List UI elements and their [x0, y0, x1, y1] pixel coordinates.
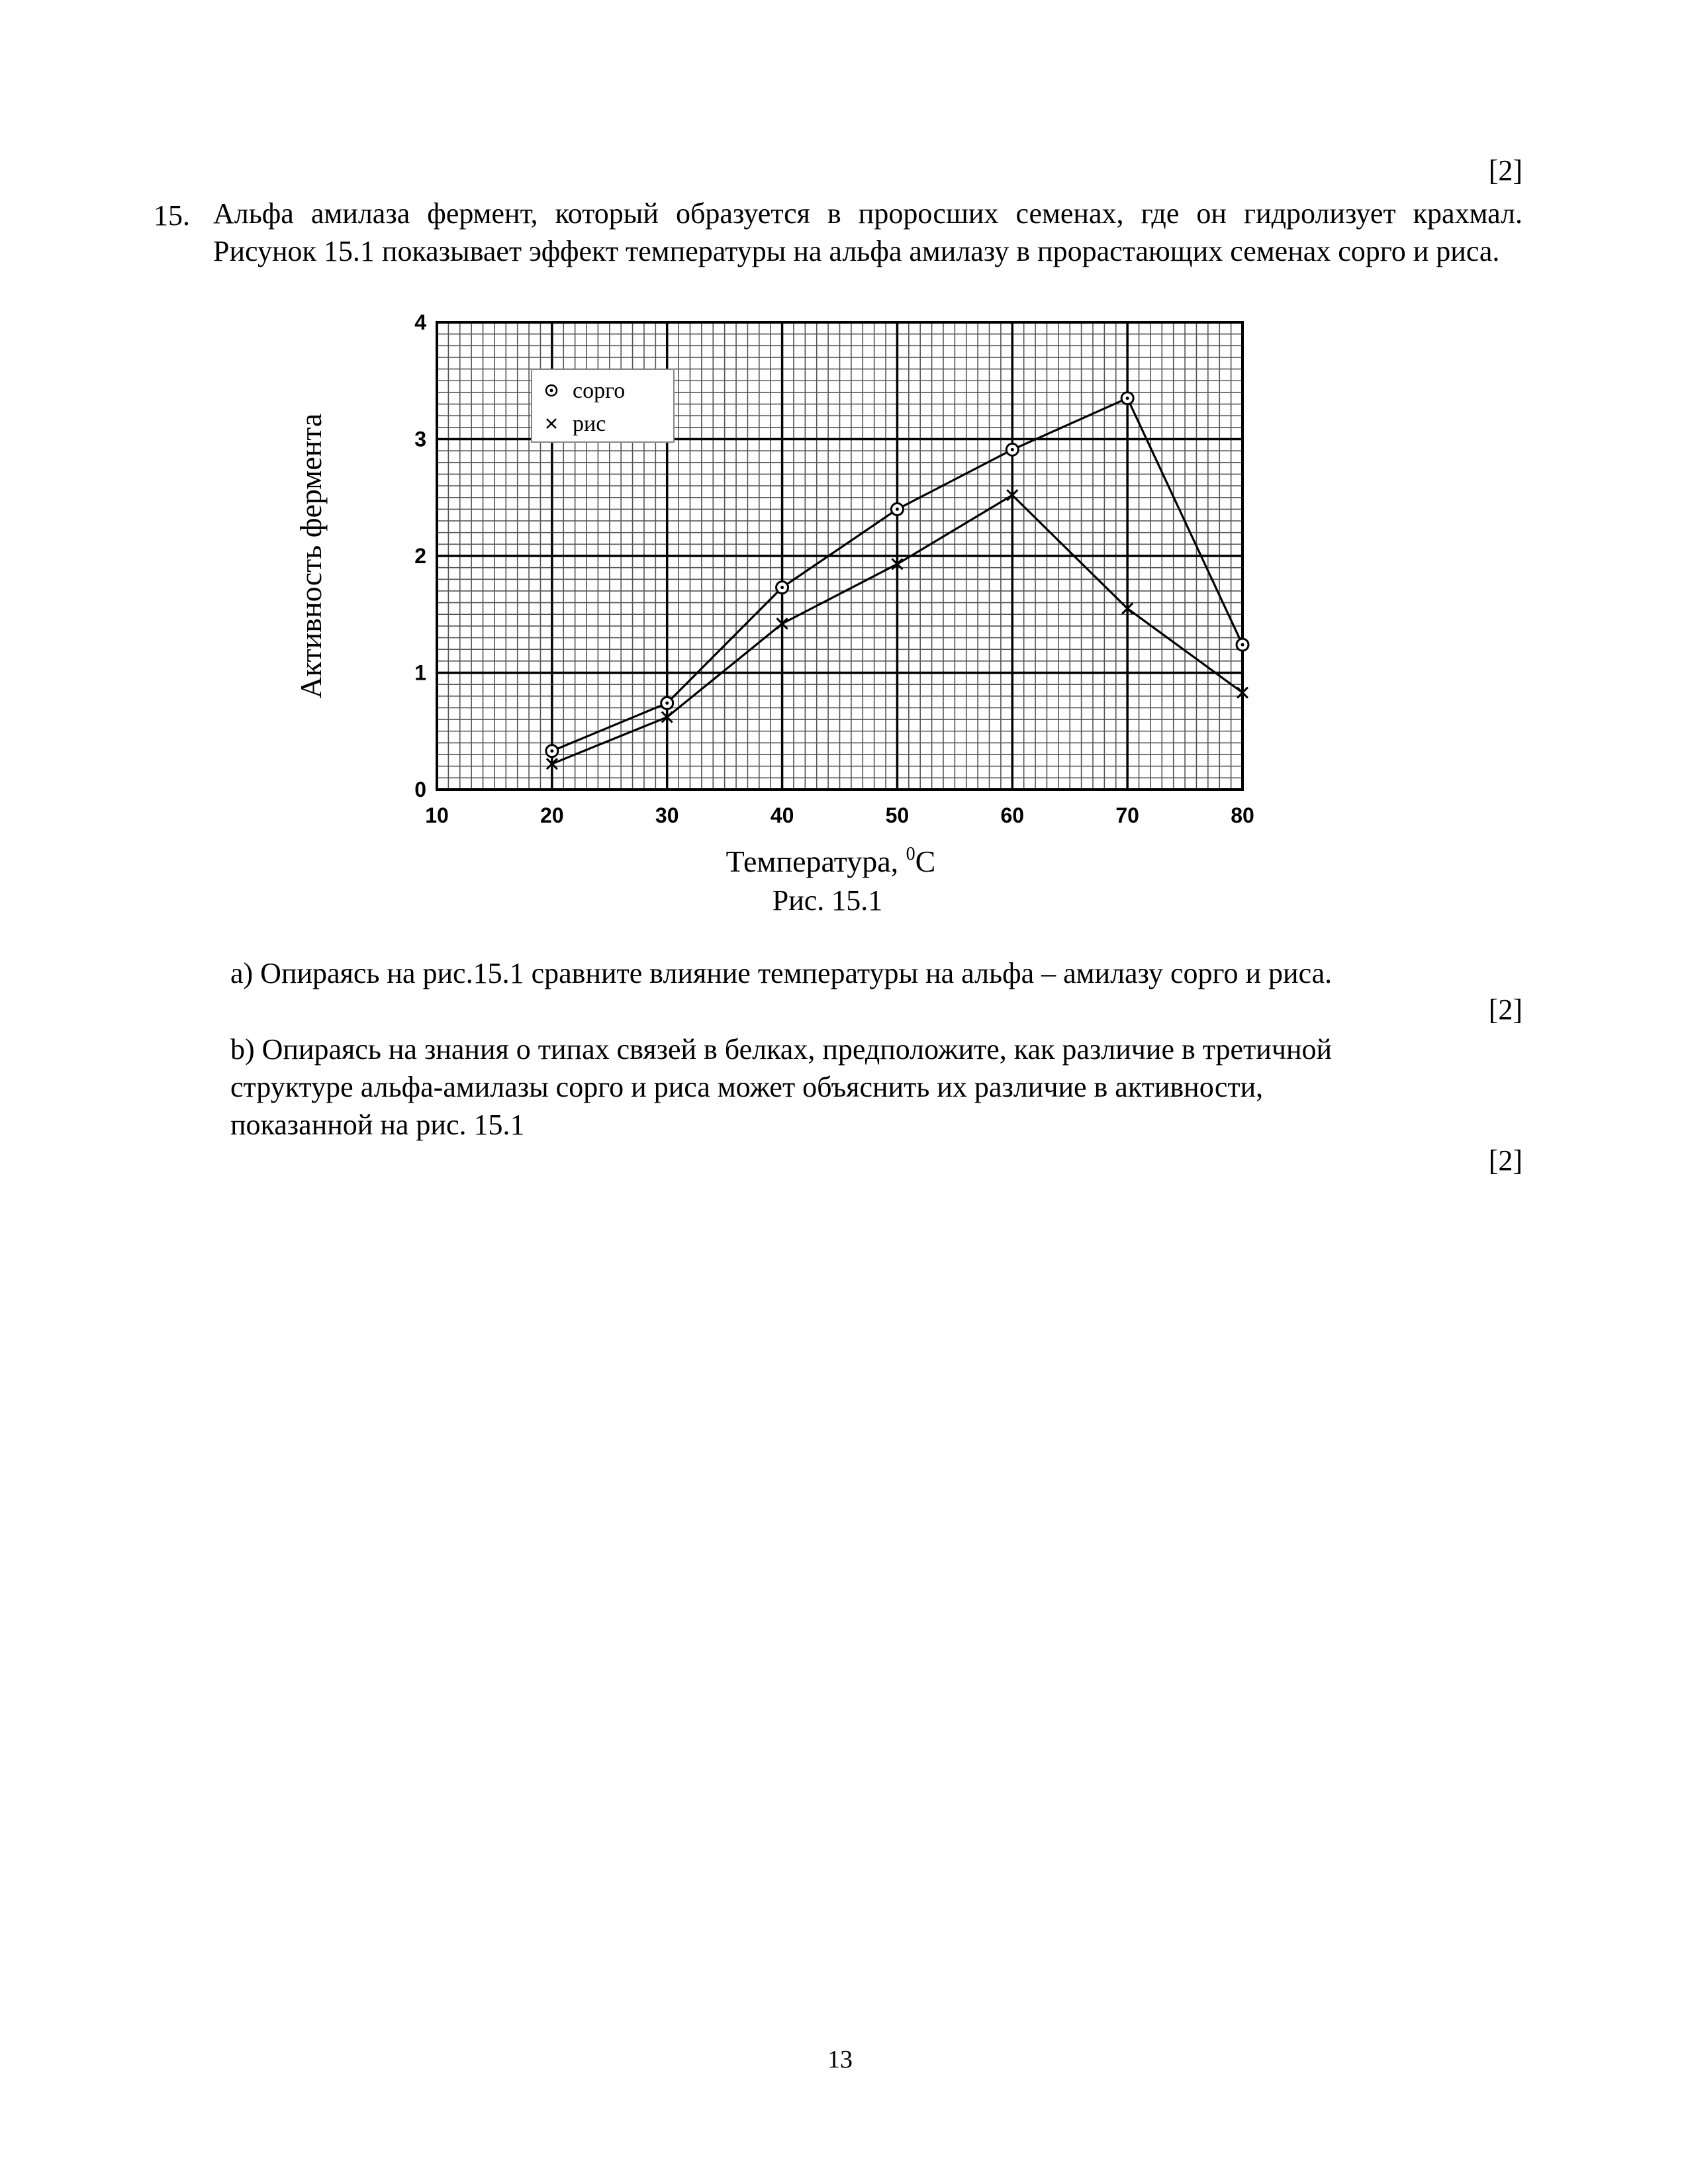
x-tick-label: 60 [1000, 803, 1025, 827]
data-point-sorghum [1006, 443, 1018, 455]
y-tick-label: 2 [414, 544, 426, 568]
y-tick-label: 4 [414, 310, 426, 334]
data-point-sorghum [546, 745, 558, 757]
data-point-sorghum [661, 697, 673, 709]
subquestion-a-text: а) Опираясь на рис.15.1 сравните влияние температуры на альфа – амилазу сорго и риса. [230, 957, 1333, 989]
subquestion-b-line-3: показанной на рис. 15.1 [230, 1109, 525, 1141]
question-text: Альфа амилаза фермент, который образуется в проросших семенах, где он гидролизует крахмал. Рисунок 15.1 показывает эффект температуры на альфа амилазу в прорастающих семенах сорго и риса. [213, 197, 1523, 267]
y-tick-label: 0 [414, 778, 426, 801]
subquestion-a-mark: [2] [1488, 993, 1523, 1026]
data-point-sorghum [776, 582, 788, 594]
chart-legend [532, 369, 674, 442]
x-tick-label: 80 [1231, 803, 1254, 827]
x-axis-label-text: Температура, [726, 844, 906, 878]
data-point-sorghum [891, 503, 903, 515]
data-point-sorghum [1121, 392, 1133, 404]
data-point-sorghum [1237, 639, 1248, 651]
subquestion-b-mark: [2] [1488, 1144, 1523, 1177]
y-axis-label: Активность фермента [294, 413, 328, 699]
x-axis-label-superscript: 0 [906, 844, 915, 864]
x-tick-label: 40 [770, 803, 794, 827]
subquestion-b-line-1: b) Опираясь на знания о типах связей в белках, предположите, как различие в третичной [230, 1033, 1333, 1066]
legend-label: сорго [573, 379, 626, 403]
x-tick-label: 10 [425, 803, 449, 827]
y-tick-label: 1 [414, 660, 426, 685]
top-mark: [2] [1488, 154, 1523, 187]
enzyme-activity-chart [278, 301, 1311, 917]
x-tick-label: 70 [1115, 803, 1139, 827]
y-tick-label: 3 [414, 427, 426, 451]
legend-label: рис [573, 412, 606, 436]
x-tick-label: 30 [655, 803, 679, 827]
question-number: 15. [154, 199, 190, 232]
x-axis-label-unit: C [915, 844, 936, 878]
x-tick-label: 20 [540, 803, 564, 827]
page-number: 13 [827, 2046, 853, 2073]
subquestion-b-text [230, 1030, 1523, 1144]
subquestion-b-line-2: структуре альфа-амилазы сорго и риса может объяснить их различие в активности, [230, 1071, 1264, 1103]
x-tick-label: 50 [885, 803, 910, 827]
figure-caption: Рис. 15.1 [772, 884, 883, 917]
x-axis-label [726, 844, 936, 878]
